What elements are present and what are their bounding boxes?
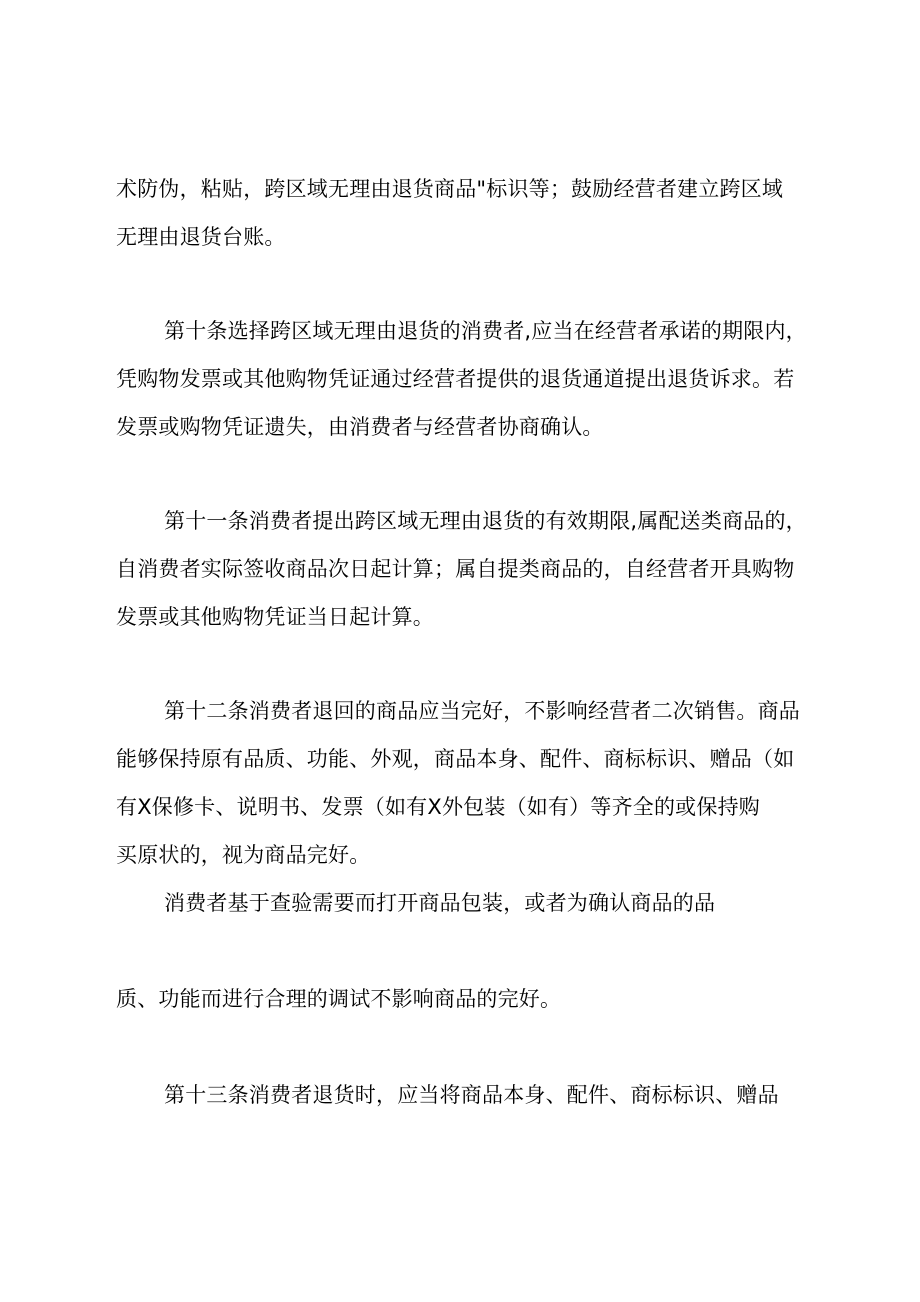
text-line: 自消费者实际签收商品次日起计算；属自提类商品的，自经营者开具购物 — [116, 557, 795, 581]
text-line: 发票或购物凭证遗失，由消费者与经营者协商确认。 — [116, 415, 604, 439]
text-line: 消费者基于查验需要而打开商品包装，或者为确认商品的品 — [164, 891, 716, 915]
text-line: 有X保修卡、说明书、发票（如有X外包装（如有）等齐全的或保持购 — [116, 795, 760, 819]
text-line: 质、功能而进行合理的调试不影响商品的完好。 — [116, 987, 562, 1011]
text-line: 第十三条消费者退货时，应当将商品本身、配件、商标标识、赠品 — [164, 1083, 779, 1107]
text-line: 第十二条消费者退回的商品应当完好，不影响经营者二次销售。商品 — [164, 699, 800, 723]
text-line: 发票或其他购物凭证当日起计算。 — [116, 605, 434, 629]
text-line: 第十条选择跨区域无理由退货的消费者,应当在经营者承诺的期限内， — [164, 319, 807, 343]
text-line: 凭购物发票或其他购物凭证通过经营者提供的退货通道提出退货诉求。若 — [116, 367, 795, 391]
text-line: 第十一条消费者提出跨区域无理由退货的有效期限,属配送类商品的， — [164, 509, 807, 533]
text-line: 术防伪，粘贴，跨区域无理由退货商品"标识等；鼓励经营者建立跨区域 — [116, 177, 784, 201]
text-line: 能够保持原有品质、功能、外观，商品本身、配件、商标标识、赠品（如 — [116, 747, 795, 771]
text-line: 买原状的，视为商品完好。 — [116, 843, 371, 867]
text-line: 无理由退货台账。 — [116, 225, 286, 249]
